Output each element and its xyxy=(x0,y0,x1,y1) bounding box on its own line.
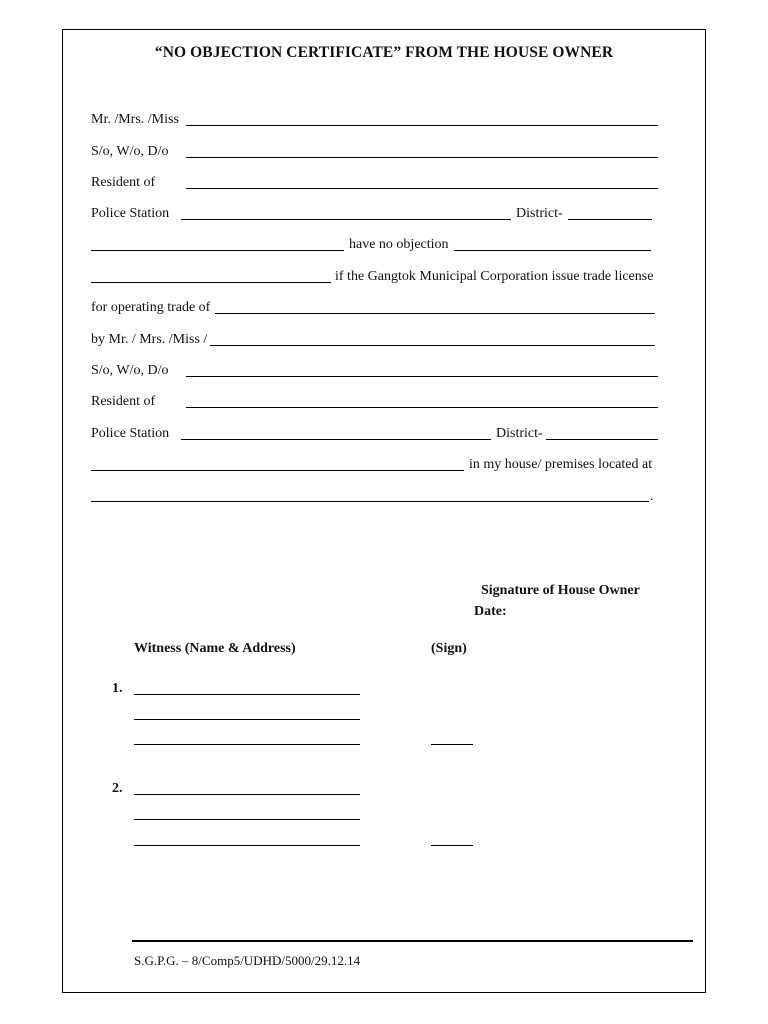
district-line xyxy=(516,205,563,223)
so-wo-do-label-2: S/o, W/o, D/o xyxy=(91,363,169,378)
witness-1-number: 1. xyxy=(112,681,123,696)
applicant-name-field[interactable] xyxy=(210,345,655,346)
trade-field[interactable] xyxy=(215,313,655,314)
applicant-resident-field[interactable] xyxy=(186,407,658,408)
witness-2-line-1[interactable] xyxy=(134,794,360,795)
sign-heading: (Sign) xyxy=(431,641,467,656)
police-station-label-2: Police Station xyxy=(91,426,170,441)
police-station-label: Police Station xyxy=(91,206,170,221)
witness-2-number: 2. xyxy=(112,781,123,796)
applicant-district-field[interactable] xyxy=(546,439,658,440)
witness-2-line-3[interactable] xyxy=(134,845,360,846)
trade-line xyxy=(91,299,210,317)
operating-trade-label: for operating trade of xyxy=(91,300,211,315)
premises-owner-field[interactable] xyxy=(91,470,464,471)
relation-field[interactable] xyxy=(186,157,658,158)
signature-label: Signature of House Owner xyxy=(481,583,640,598)
police-station-field[interactable] xyxy=(181,219,511,220)
name-field[interactable] xyxy=(186,125,658,126)
form-line-name xyxy=(91,111,179,129)
gmc-line xyxy=(335,268,653,286)
resident-of-label-2: Resident of xyxy=(91,394,156,409)
gmc-license-text: if the Gangtok Municipal Corporation issue trade license xyxy=(335,269,654,284)
witness-1-sign-field[interactable] xyxy=(431,744,473,745)
form-line-relation xyxy=(91,143,169,161)
location-end-period: . xyxy=(650,489,654,504)
in-my-house-text: in my house/ premises located at xyxy=(469,457,653,472)
mr-mrs-miss-label: Mr. /Mrs. /Miss xyxy=(91,112,179,127)
owner-name-field[interactable] xyxy=(91,250,344,251)
by-mr-mrs-miss-label: by Mr. / Mrs. /Miss / xyxy=(91,332,208,347)
witness-1-line-3[interactable] xyxy=(134,744,360,745)
form-line-police xyxy=(91,205,169,223)
applicant-line xyxy=(91,331,207,349)
footer-rule xyxy=(132,940,693,942)
certificate-title: “NO OBJECTION CERTIFICATE” FROM THE HOUSE OWNER xyxy=(154,44,614,61)
applicant-police-line xyxy=(91,425,169,443)
witness-heading: Witness (Name & Address) xyxy=(134,641,296,656)
premises-line xyxy=(469,456,652,474)
date-label: Date: xyxy=(474,604,507,619)
resident-of-label: Resident of xyxy=(91,175,156,190)
district-field[interactable] xyxy=(568,219,652,220)
witness-1-line-1[interactable] xyxy=(134,694,360,695)
witness-2-sign-field[interactable] xyxy=(431,845,473,846)
resident-field[interactable] xyxy=(186,188,658,189)
so-wo-do-label: S/o, W/o, D/o xyxy=(91,144,169,159)
witness-2-line-2[interactable] xyxy=(134,819,360,820)
objection-line xyxy=(349,236,449,254)
district-label-2: District- xyxy=(496,426,543,441)
applicant-relation-field[interactable] xyxy=(186,376,658,377)
applicant-resident-line xyxy=(91,393,155,411)
district-label: District- xyxy=(516,206,563,221)
applicant-police-field[interactable] xyxy=(181,439,491,440)
witness-1-line-2[interactable] xyxy=(134,719,360,720)
applicant-relation-line xyxy=(91,362,169,380)
have-no-objection-text: have no objection xyxy=(349,237,449,252)
premises-location-field[interactable] xyxy=(91,501,649,502)
form-line-resident xyxy=(91,174,155,192)
objection-field[interactable] xyxy=(454,250,651,251)
page-border xyxy=(62,29,706,993)
applicant-district-line xyxy=(496,425,543,443)
objection-continued-field[interactable] xyxy=(91,282,331,283)
footer-code: S.G.P.G. – 8/Comp5/UDHD/5000/29.12.14 xyxy=(134,953,361,968)
